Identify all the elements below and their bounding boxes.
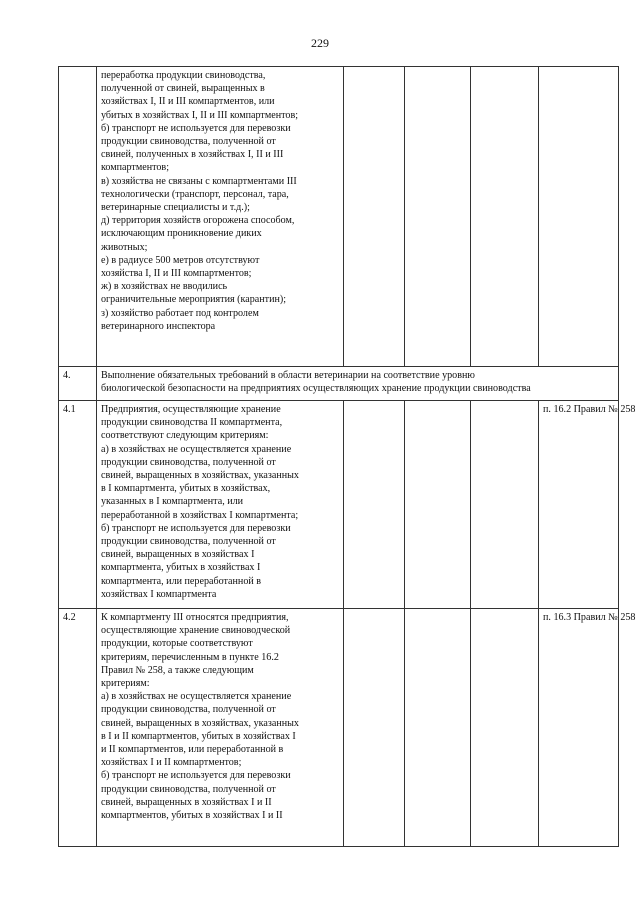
requirement-line: компартмента, или переработанной в <box>101 575 262 587</box>
requirement-line: убитых в хозяйствах I, II и III компартментов; <box>101 109 299 121</box>
requirement-line: б) транспорт не используется для перевозки <box>101 522 291 534</box>
requirement-text <box>97 609 344 847</box>
requirement-text <box>97 67 344 367</box>
requirement-line: а) в хозяйствах не осуществляется хранение <box>101 691 292 703</box>
requirement-line: свиней, выращенных в хозяйствах I и II <box>101 796 272 808</box>
section-heading-line: биологической безопасности на предприятиях осуществляющих хранение продукции свиноводства <box>101 383 531 395</box>
requirement-line: и II компартментов, или переработанной в <box>101 744 284 756</box>
requirement-line: переработанной в хозяйствах I компартмента; <box>101 509 299 521</box>
requirement-line: з) хозяйство работает под контролем <box>101 307 259 319</box>
requirement-line: животных; <box>101 241 148 253</box>
answer-no-cell <box>405 609 471 847</box>
requirement-line: хозяйства I, II и III компартментов; <box>101 268 252 280</box>
table-row <box>59 67 619 367</box>
answer-yes-cell <box>344 401 405 609</box>
answer-yes-cell <box>344 609 405 847</box>
legal-reference: п. 16.2 Правил № 258 <box>539 401 619 609</box>
section-heading-line: Выполнение обязательных требований в области ветеринарии на соответствие уровню <box>101 370 475 381</box>
requirement-line: продукции свиноводства, полученной от <box>101 136 276 148</box>
requirement-line: е) в радиусе 500 метров отсутствуют <box>101 254 260 266</box>
requirement-line: в) хозяйства не связаны с компартментами III <box>101 175 297 187</box>
requirement-line: а) в хозяйствах не осуществляется хранение <box>101 443 292 455</box>
item-number: 4. <box>59 367 97 401</box>
requirement-line: б) транспорт не используется для перевозки <box>101 770 291 782</box>
requirement-line: в I и II компартментов, убитых в хозяйствах I <box>101 730 296 742</box>
requirement-line: Правил № 258, а также следующим <box>101 664 254 676</box>
section-heading <box>97 367 619 401</box>
requirement-line: соответствуют следующим критериям: <box>101 430 269 442</box>
requirement-line: б) транспорт не используется для перевозки <box>101 122 291 134</box>
requirement-text <box>97 401 344 609</box>
answer-yes-cell <box>344 67 405 367</box>
requirement-line: технологически (транспорт, персонал, тара, <box>101 188 289 200</box>
answer-no-cell <box>405 401 471 609</box>
page-number: 229 <box>311 36 329 50</box>
requirement-line: продукции свиноводства, полученной от <box>101 536 276 548</box>
requirement-line: ж) в хозяйствах не вводились <box>101 281 228 293</box>
item-number: 4.2 <box>59 609 97 847</box>
legal-reference: п. 16.3 Правил № 258 <box>539 609 619 847</box>
requirement-line: свиней, выращенных в хозяйствах, указанных <box>101 717 299 729</box>
requirement-line: ветеринарные специалисты и т.д.); <box>101 202 250 214</box>
legal-reference <box>539 67 619 367</box>
requirement-line: хозяйствах I и II компартментов; <box>101 757 242 769</box>
checklist-table <box>58 66 636 847</box>
item-number <box>59 67 97 367</box>
answer-na-cell <box>471 67 539 367</box>
table-row <box>59 401 619 609</box>
requirement-line: ограничительные мероприятия (карантин); <box>101 294 287 306</box>
answer-na-cell <box>471 609 539 847</box>
requirement-line: полученной от свиней, выращенных в <box>101 83 265 95</box>
requirement-line: свиней, полученных в хозяйствах I, II и III <box>101 149 284 161</box>
requirement-line: продукции, которые соответствуют <box>101 638 253 650</box>
requirement-line: свиней, выращенных в хозяйствах I <box>101 549 255 561</box>
requirement-line: продукции свиноводства, полученной от <box>101 783 276 795</box>
requirement-line: ветеринарного инспектора <box>101 320 216 332</box>
requirement-line: указанных в I компартмента, или <box>101 496 244 508</box>
requirement-line: критериям: <box>101 678 150 690</box>
requirement-line: компартмента, убитых в хозяйствах I <box>101 562 261 574</box>
item-number: 4.1 <box>59 401 97 609</box>
requirement-line: продукции свиноводства II компартмента, <box>101 417 283 429</box>
table-row <box>59 367 619 401</box>
requirement-line: хозяйствах I компартмента <box>101 588 217 600</box>
requirement-line: продукции свиноводства, полученной от <box>101 704 276 716</box>
requirement-line: хозяйствах I, II и III компартментов, или <box>101 96 275 108</box>
requirement-line: исключающим проникновение диких <box>101 228 262 240</box>
answer-na-cell <box>471 401 539 609</box>
requirement-line: критериям, перечисленным в пункте 16.2 <box>101 651 279 663</box>
requirement-line: компартментов, убитых в хозяйствах I и II <box>101 810 283 822</box>
table-row <box>59 609 619 847</box>
requirement-line: продукции свиноводства, полученной от <box>101 456 276 468</box>
requirement-line: Предприятия, осуществляющие хранение <box>101 404 281 415</box>
answer-no-cell <box>405 67 471 367</box>
requirement-line: К компартменту III относятся предприятия, <box>101 612 289 623</box>
requirement-line: осуществляющие хранение свиноводческой <box>101 625 291 637</box>
requirement-line: в I компартмента, убитых в хозяйствах, <box>101 483 271 495</box>
requirement-line: переработка продукции свиноводства, <box>101 70 266 81</box>
requirement-line: д) территория хозяйств огорожена способом, <box>101 215 295 227</box>
requirement-line: компартментов; <box>101 162 170 174</box>
requirement-line: свиней, выращенных в хозяйствах, указанных <box>101 470 299 482</box>
